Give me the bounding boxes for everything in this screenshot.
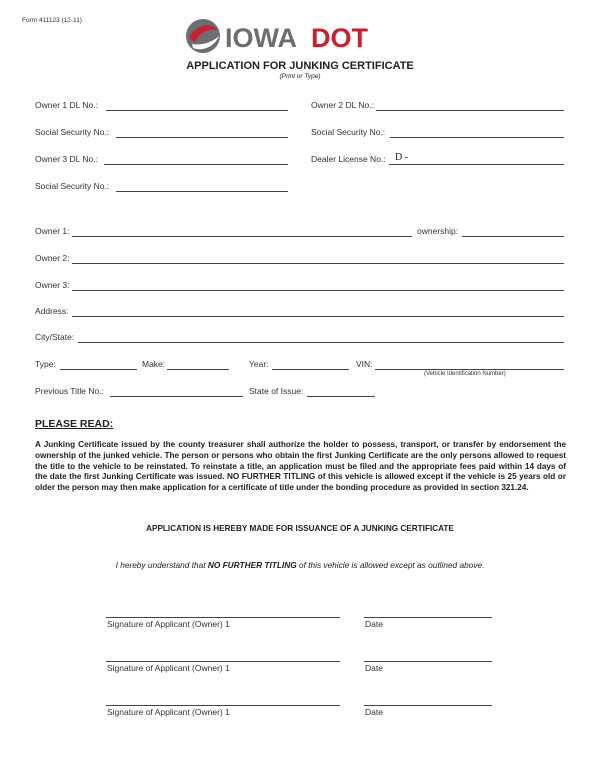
owner2-dl-field[interactable] — [376, 110, 564, 111]
owner1-field[interactable] — [72, 236, 412, 237]
owner3-label: Owner 3: — [35, 280, 70, 290]
dealer-license-label: Dealer License No.: — [311, 154, 386, 164]
date-2-label: Date — [365, 663, 383, 673]
owner2-label: Owner 2: — [35, 253, 70, 263]
signature-2-field[interactable] — [106, 661, 340, 662]
owner2-field[interactable] — [72, 263, 564, 264]
signature-2-label: Signature of Applicant (Owner) 1 — [107, 663, 230, 673]
address-label: Address: — [35, 306, 69, 316]
year-label: Year: — [249, 359, 269, 369]
owner2-dl-label: Owner 2 DL No.: — [311, 100, 374, 110]
application-statement: APPLICATION IS HEREBY MADE FOR ISSUANCE OF A JUNKING CERTIFICATE — [146, 524, 454, 533]
date-1-label: Date — [365, 619, 383, 629]
page-title: APPLICATION FOR JUNKING CERTIFICATE — [186, 60, 414, 72]
ssn-3-label: Social Security No.: — [35, 181, 110, 191]
date-1-field[interactable] — [364, 617, 492, 618]
dealer-license-value: D - — [395, 152, 409, 163]
vin-field[interactable] — [375, 369, 564, 370]
owner3-dl-field[interactable] — [104, 164, 288, 165]
type-field[interactable] — [60, 369, 137, 370]
city-state-field[interactable] — [78, 342, 564, 343]
address-field[interactable] — [72, 316, 564, 317]
date-3-label: Date — [365, 707, 383, 717]
type-label: Type: — [35, 359, 56, 369]
form-number: Form 411123 (12-11) — [22, 17, 82, 24]
owner1-label: Owner 1: — [35, 226, 70, 236]
make-label: Make: — [142, 359, 166, 369]
owner1-dl-field[interactable] — [106, 110, 288, 111]
make-field[interactable] — [167, 369, 229, 370]
understanding-pre: I hereby understand that — [115, 560, 208, 570]
owner1-dl-label: Owner 1 DL No.: — [35, 100, 98, 110]
state-of-issue-field[interactable] — [307, 396, 375, 397]
ssn-2-field[interactable] — [390, 137, 564, 138]
signature-3-label: Signature of Applicant (Owner) 1 — [107, 707, 230, 717]
vin-note: (Vehicle Identification Number) — [424, 371, 506, 377]
signature-3-field[interactable] — [106, 705, 340, 706]
city-state-label: City/State: — [35, 332, 75, 342]
date-2-field[interactable] — [364, 661, 492, 662]
iowa-dot-logo — [183, 16, 383, 56]
year-field[interactable] — [272, 369, 349, 370]
understanding-post: of this vehicle is allowed except as outlined above. — [296, 560, 485, 570]
state-of-issue-label: State of Issue: — [249, 386, 304, 396]
please-read-heading: PLEASE READ: — [35, 418, 114, 430]
vin-label: VIN: — [356, 359, 373, 369]
ssn-3-field[interactable] — [116, 191, 288, 192]
understanding-bold: NO FURTHER TITLING — [207, 560, 297, 570]
dealer-license-field[interactable] — [389, 164, 564, 165]
logo-text-dot: DOT — [311, 23, 368, 53]
owner3-dl-label: Owner 3 DL No.: — [35, 154, 98, 164]
page-subtitle: (Print or Type) — [279, 73, 321, 80]
signature-1-field[interactable] — [106, 617, 340, 618]
ownership-label: ownership: — [417, 226, 459, 236]
notice-paragraph: A Junking Certificate issued by the county treasurer shall authorize the holder to possess, transport, or transfer by endorsement the ownership of the junked vehicle. The person or persons who obtain the first Junking Certificate are the only persons allowed to request the title to the vehicle to be reinstated. To reinstate a title, an application must be filed and the appropriate fees paid within 14 days of the date the first Junking Certificate was issued. NO FURTHER TITLING of this vehicle is allowed except if the vehicle is 25 years old or older the person may then make application for a certificate of title under the bonding procedure as provided in section 321.24. — [35, 440, 566, 493]
signature-1-label: Signature of Applicant (Owner) 1 — [107, 619, 230, 629]
ssn-1-field[interactable] — [116, 137, 288, 138]
understanding-statement — [0, 560, 600, 570]
ownership-field[interactable] — [462, 236, 564, 237]
previous-title-field[interactable] — [110, 396, 243, 397]
ssn-2-label: Social Security No.: — [311, 127, 386, 137]
logo-text-iowa: IOWA — [225, 23, 297, 53]
previous-title-label: Previous Title No.: — [35, 386, 104, 396]
owner3-field[interactable] — [72, 290, 564, 291]
ssn-1-label: Social Security No.: — [35, 127, 110, 137]
date-3-field[interactable] — [364, 705, 492, 706]
